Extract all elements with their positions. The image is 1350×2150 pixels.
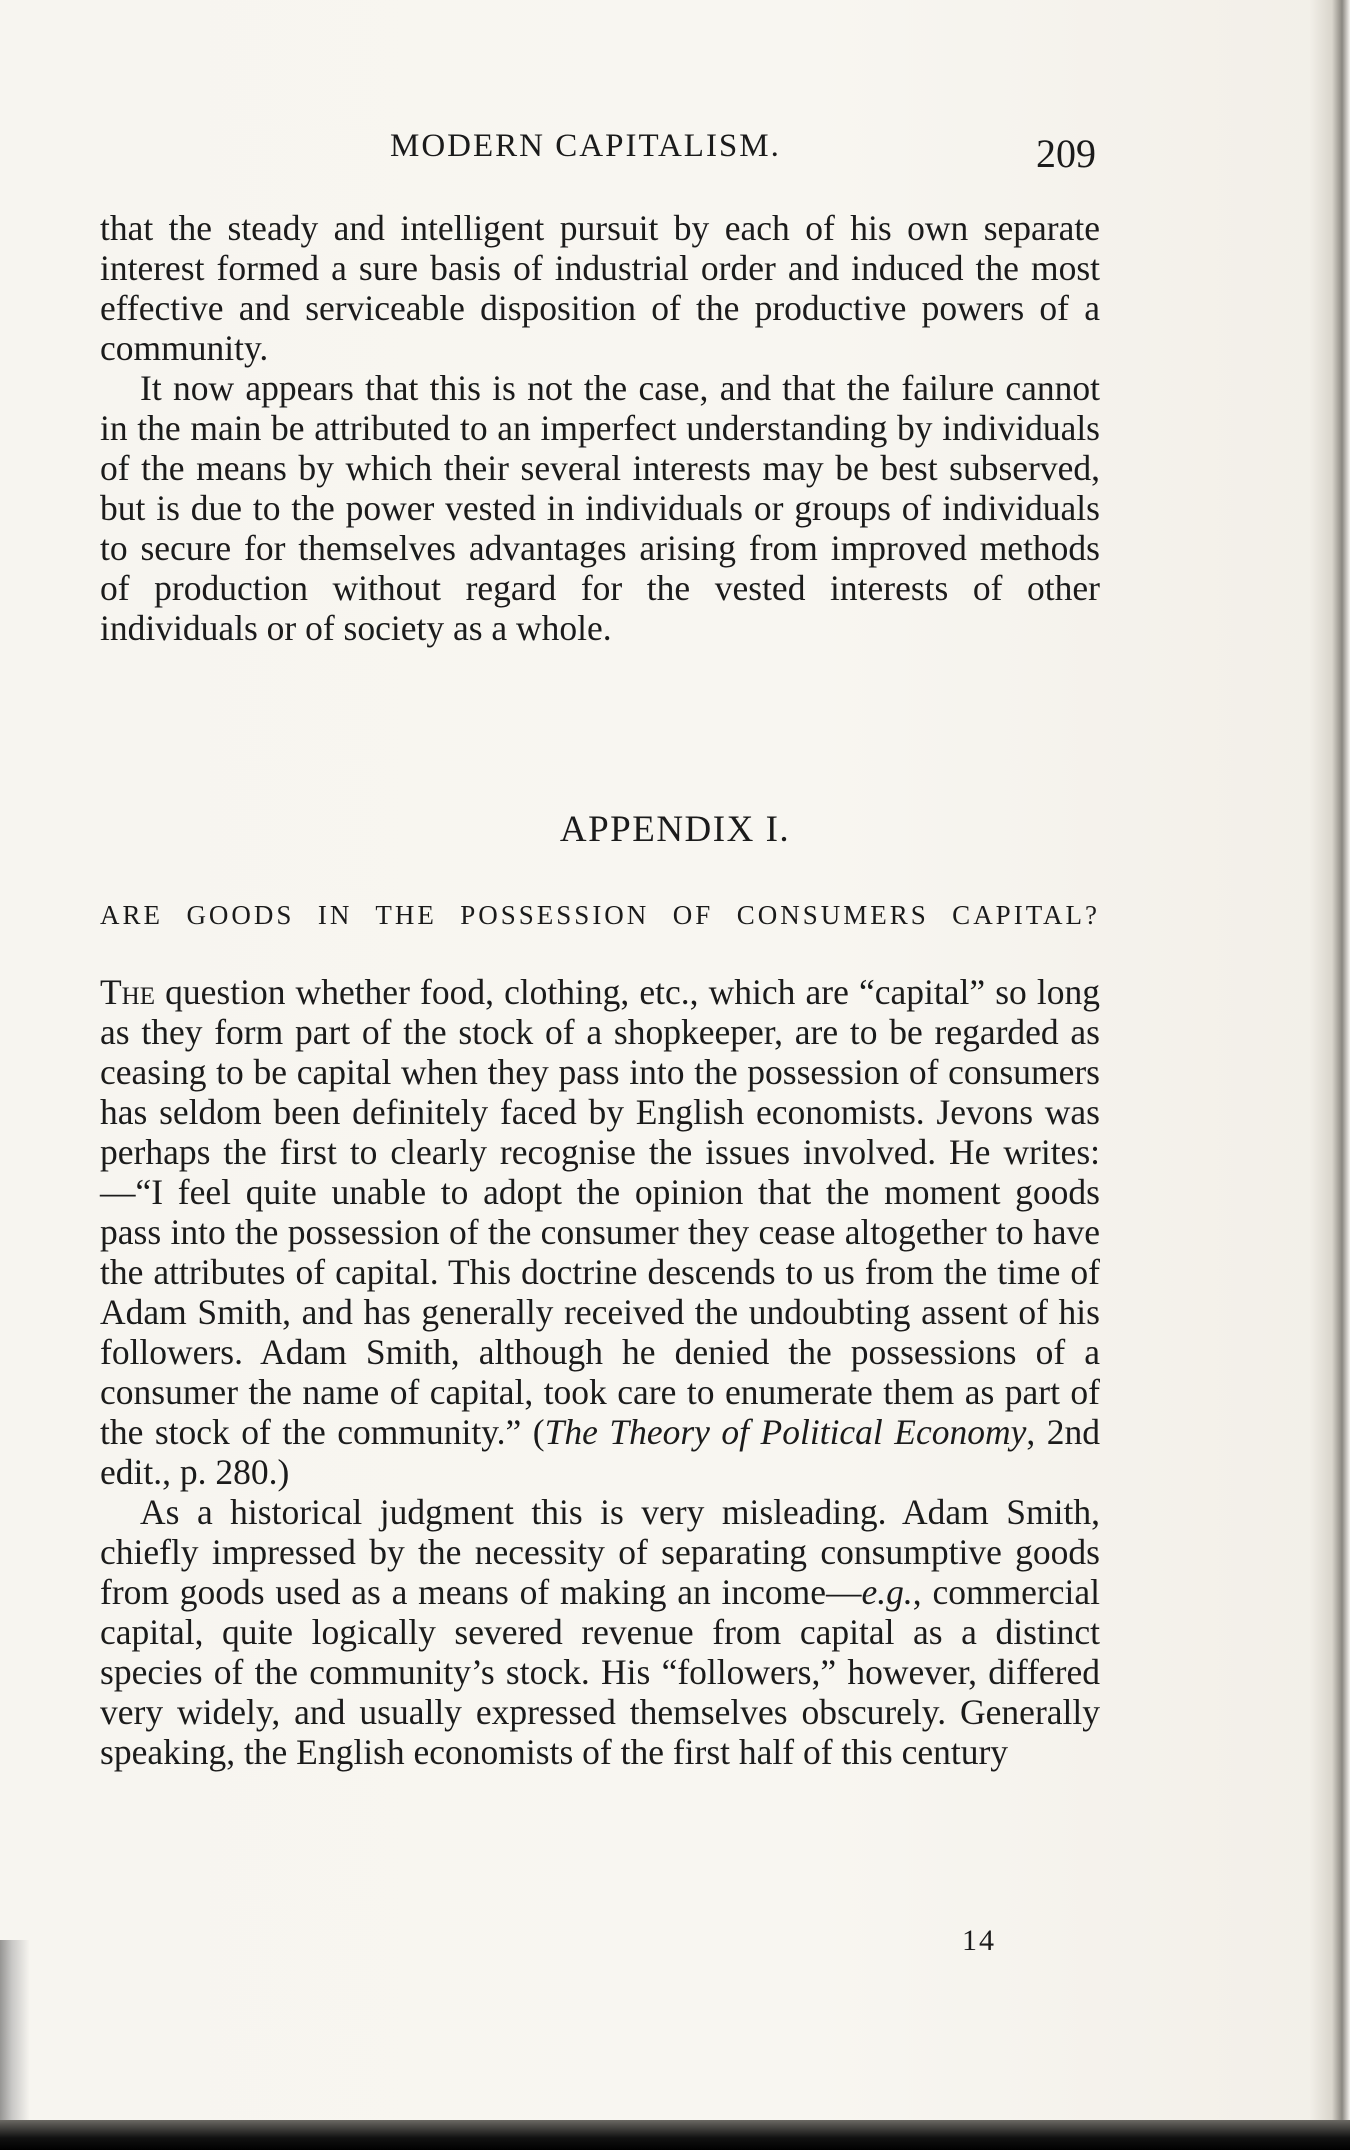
paragraph-text: , commercial capital, quite logically severed revenue from capital as a distinct species of the community’s stock. His “followers,” however, differed very widely, and usually expressed themselves obscurely. Generally speaking, the English economists of the first half of this century	[100, 1572, 1100, 1772]
page-number: 209	[1036, 131, 1096, 176]
paragraph: that the steady and intelligent pursuit by each of his own separate interest formed a sure basis of industrial order and induced the most effective and serviceable disposition of the productive powers of a community.	[100, 208, 1100, 368]
appendix-title: APPENDIX I.	[559, 809, 791, 850]
abbreviation: e.g.	[861, 1572, 913, 1612]
appendix-text	[100, 972, 1100, 1772]
body-text	[100, 208, 1100, 648]
paragraph-text: As a historical judgment this is very misleading. Adam Smith, chiefly impressed by the necessity of separating consumptive goods from goods used as a means of making an income—	[100, 1492, 1100, 1612]
signature-mark: 14	[962, 1924, 996, 1957]
citation-title: The Theory of Political Economy	[544, 1412, 1027, 1452]
running-title: MODERN CAPITALISM.	[390, 128, 781, 164]
paragraph	[100, 1492, 1100, 1772]
paragraph	[100, 972, 1100, 1492]
scan-shadow	[0, 1940, 30, 2120]
scan-edge	[0, 2120, 1350, 2150]
appendix-subtitle: ARE GOODS IN THE POSSESSION OF CONSUMERS CAPITAL?	[100, 900, 1100, 930]
lead-word: The	[100, 972, 156, 1012]
paragraph-text: question whether food, clothing, etc., which are “capital” so long as they form part of the stock of a shopkeeper, are to be regarded as ceasing to be capital when they pass into the possession of consumers has seldom been definitely faced by English economists. Jevons was perhaps the first to clearly recognise the issues involved. He writes:—“I feel quite unable to adopt the opinion that the moment goods pass into the possession of the consumer they cease altogether to have the attributes of capital. This doctrine descends to us from the time of Adam Smith, and has generally received the undoubting assent of his followers. Adam Smith, although he denied the possessions of a consumer the name of capital, took care to enumerate them as part of the stock of the community.” (	[100, 972, 1100, 1452]
page-gutter	[1310, 0, 1350, 2150]
paragraph: It now appears that this is not the case, and that the failure cannot in the main be attributed to an imperfect understanding by individuals of the means by which their several interests may be best subserved, but is due to the power vested in individuals or groups of individuals to secure for themselves advantages arising from improved methods of production without regard for the vested interests of other individuals or of society as a whole.	[100, 368, 1100, 648]
citation-details: , 2nd edit., p. 280.)	[100, 1412, 1101, 1492]
